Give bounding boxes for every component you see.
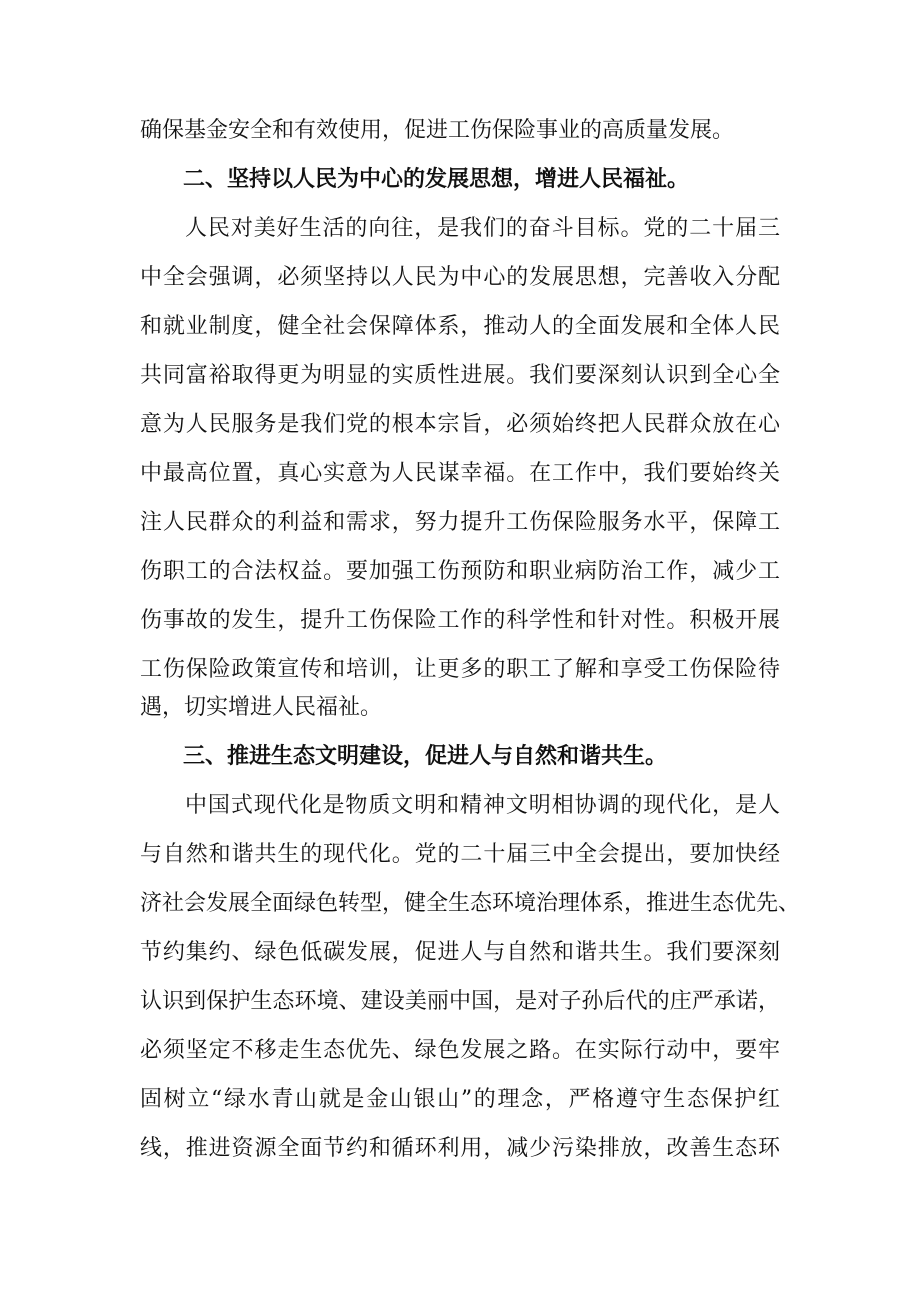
paragraph-line: 注人民群众的利益和需求，努力提升工伤保险服务水平，保障工 — [140, 510, 780, 535]
paragraph-line: 固树立“绿水青山就是金山银山”的理念，严格遵守生态保护红 — [140, 1087, 780, 1112]
paragraph-line: 节约集约、绿色低碳发展，促进人与自然和谐共生。我们要深刻 — [140, 940, 780, 965]
paragraph-line: 济社会发展全面绿色转型，健全生态环境治理体系，推进生态优先、 — [140, 891, 801, 916]
paragraph-line: 意为人民服务是我们党的根本宗旨，必须始终把人民群众放在心 — [140, 412, 780, 437]
paragraph-line: 线，推进资源全面节约和循环利用，减少污染排放，改善生态环 — [140, 1136, 780, 1161]
paragraph-line: 必须坚定不移走生态优先、绿色发展之路。在实际行动中，要牢 — [140, 1038, 780, 1063]
paragraph-line: 认识到保护生态环境、建设美丽中国，是对子孙后代的庄严承诺， — [140, 989, 780, 1014]
paragraph-line: 中全会强调，必须坚持以人民为中心的发展思想，完善收入分配 — [140, 265, 780, 290]
paragraph-line: 伤事故的发生，提升工伤保险工作的科学性和针对性。积极开展 — [140, 608, 780, 633]
paragraph-line: 工伤保险政策宣传和培训，让更多的职工了解和享受工伤保险待 — [140, 657, 780, 682]
paragraph-line: 共同富裕取得更为明显的实质性进展。我们要深刻认识到全心全 — [140, 363, 780, 388]
paragraph-line: 与自然和谐共生的现代化。党的二十届三中全会提出，要加快经 — [140, 842, 780, 867]
paragraph-line: 中最高位置，真心实意为人民谋幸福。在工作中，我们要始终关 — [140, 461, 780, 486]
paragraph-line: 中国式现代化是物质文明和精神文明相协调的现代化，是人 — [185, 793, 780, 818]
paragraph-line: 人民对美好生活的向往，是我们的奋斗目标。党的二十届三 — [185, 216, 780, 241]
paragraph-line: 确保基金安全和有效使用，促进工伤保险事业的高质量发展。 — [140, 118, 735, 143]
paragraph-line: 伤职工的合法权益。要加强工伤预防和职业病防治工作，减少工 — [140, 559, 780, 584]
paragraph-line: 遇，切实增进人民福祉。 — [140, 695, 383, 720]
section-heading-3: 三、推进生态文明建设，促进人与自然和谐共生。 — [183, 744, 668, 769]
section-heading-2: 二、坚持以人民为中心的发展思想，增进人民福祉。 — [183, 167, 690, 192]
paragraph-line: 和就业制度，健全社会保障体系，推动人的全面发展和全体人民 — [140, 314, 780, 339]
